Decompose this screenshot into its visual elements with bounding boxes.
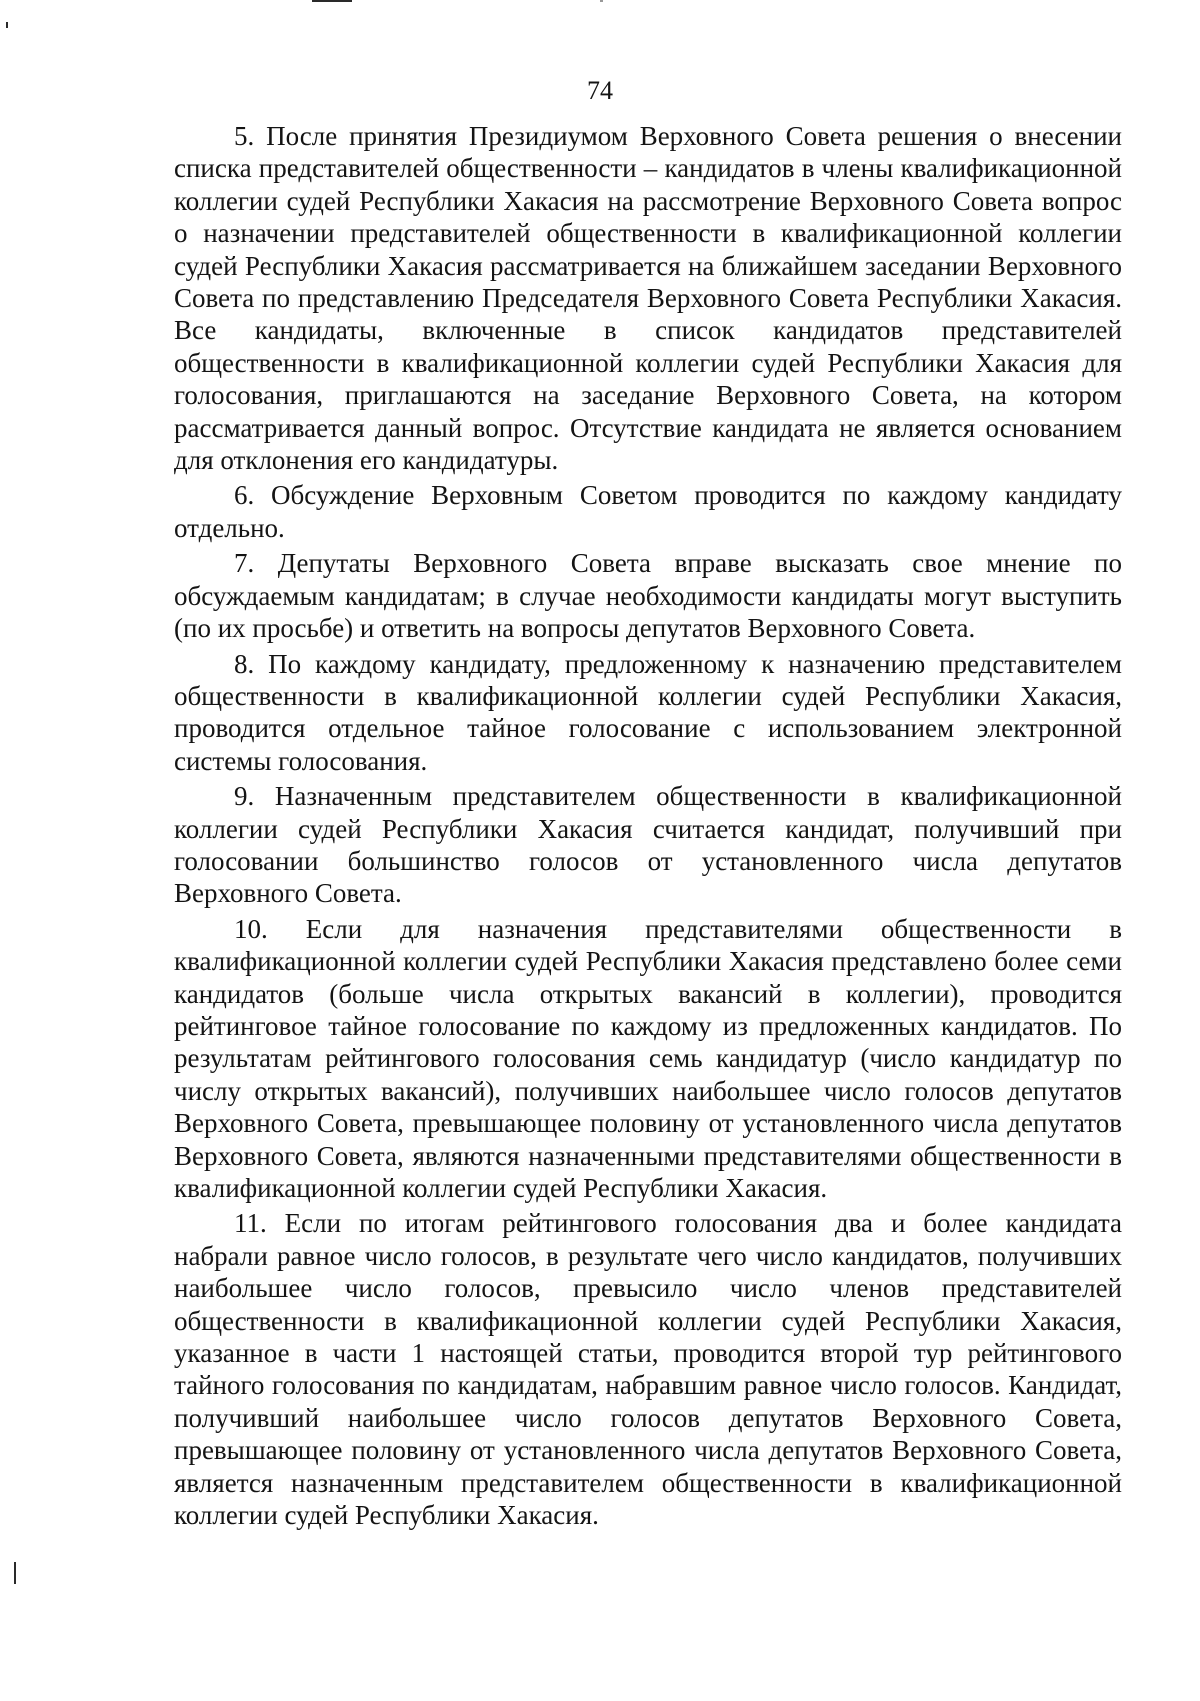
paragraph-8: 8. По каждому кандидату, предложенному к назначению представителем общественности в квалификационной коллегии судей Республики Хакасия, проводится отдельное тайное голосование с использованием электронной системы голосования. — [174, 648, 1122, 776]
paragraph-9: 9. Назначенным представителем общественности в квалификационной коллегии судей Республики Хакасия считается кандидат, получивший при голосовании большинство голосов от установленного числа депутатов Верховного Совета. — [174, 781, 1122, 909]
scan-artifact — [6, 22, 8, 28]
scan-artifact — [600, 0, 603, 2]
paragraph-7: 7. Депутаты Верховного Совета вправе высказать свое мнение по обсуждаемым кандидатам; в случае необходимости кандидаты могут выступить (по их просьбе) и ответить на вопросы депутатов Верховного Совета. — [174, 548, 1122, 644]
page-number: 74 — [587, 76, 613, 105]
paragraph-5: 5. После принятия Президиумом Верховного Совета решения о внесении списка представителей общественности – кандидатов в члены квалификационной коллегии судей Республики Хакасия на рассмотрение Верховного Совета вопрос о назначении представителей общественности в квалификационной коллегии судей Республики Хакасия рассматривается на ближайшем заседании Верховного Совета по представлению Председателя Верховного Совета Республики Хакасия. Все кандидаты, включенные в список кандидатов представителей общественности в квалификационной коллегии судей Республики Хакасия для голосования, приглашаются на заседание Верховного Совета, на котором рассматривается данный вопрос. Отсутствие кандидата не является основанием для отклонения его кандидатуры. — [174, 121, 1122, 476]
scan-artifact — [14, 1562, 16, 1584]
paragraph-11: 11. Если по итогам рейтингового голосования два и более кандидата набрали равное число голосов, в результате чего число кандидатов, получивших наибольшее число голосов, превысило число членов представителей общественности в квалификационной коллегии судей Республики Хакасия, указанное в части 1 настоящей статьи, проводится второй тур рейтингового тайного голосования по кандидатам, набравшим равное число голосов. Кандидат, получивший наибольшее число голосов депутатов Верховного Совета, превышающее половину от установленного числа депутатов Верховного Совета, является назначенным представителем общественности в квалификационной коллегии судей Республики Хакасия. — [174, 1208, 1122, 1531]
scan-artifact — [312, 0, 352, 2]
paragraph-10: 10. Если для назначения представителями общественности в квалификационной коллегии судей Республики Хакасия представлено более семи кандидатов (больше числа открытых вакансий в коллегии), проводится рейтинговое тайное голосование по каждому из предложенных кандидатов. По результатам рейтингового голосования семь кандидатур (число кандидатур по числу открытых вакансий), получивших наибольшее число голосов депутатов Верховного Совета, превышающее половину от установленного числа депутатов Верховного Совета, являются назначенными представителями общественности в квалификационной коллегии судей Республики Хакасия. — [174, 913, 1122, 1203]
document-body — [174, 120, 1122, 1534]
paragraph-6: 6. Обсуждение Верховным Советом проводится по каждому кандидату отдельно. — [174, 480, 1122, 543]
